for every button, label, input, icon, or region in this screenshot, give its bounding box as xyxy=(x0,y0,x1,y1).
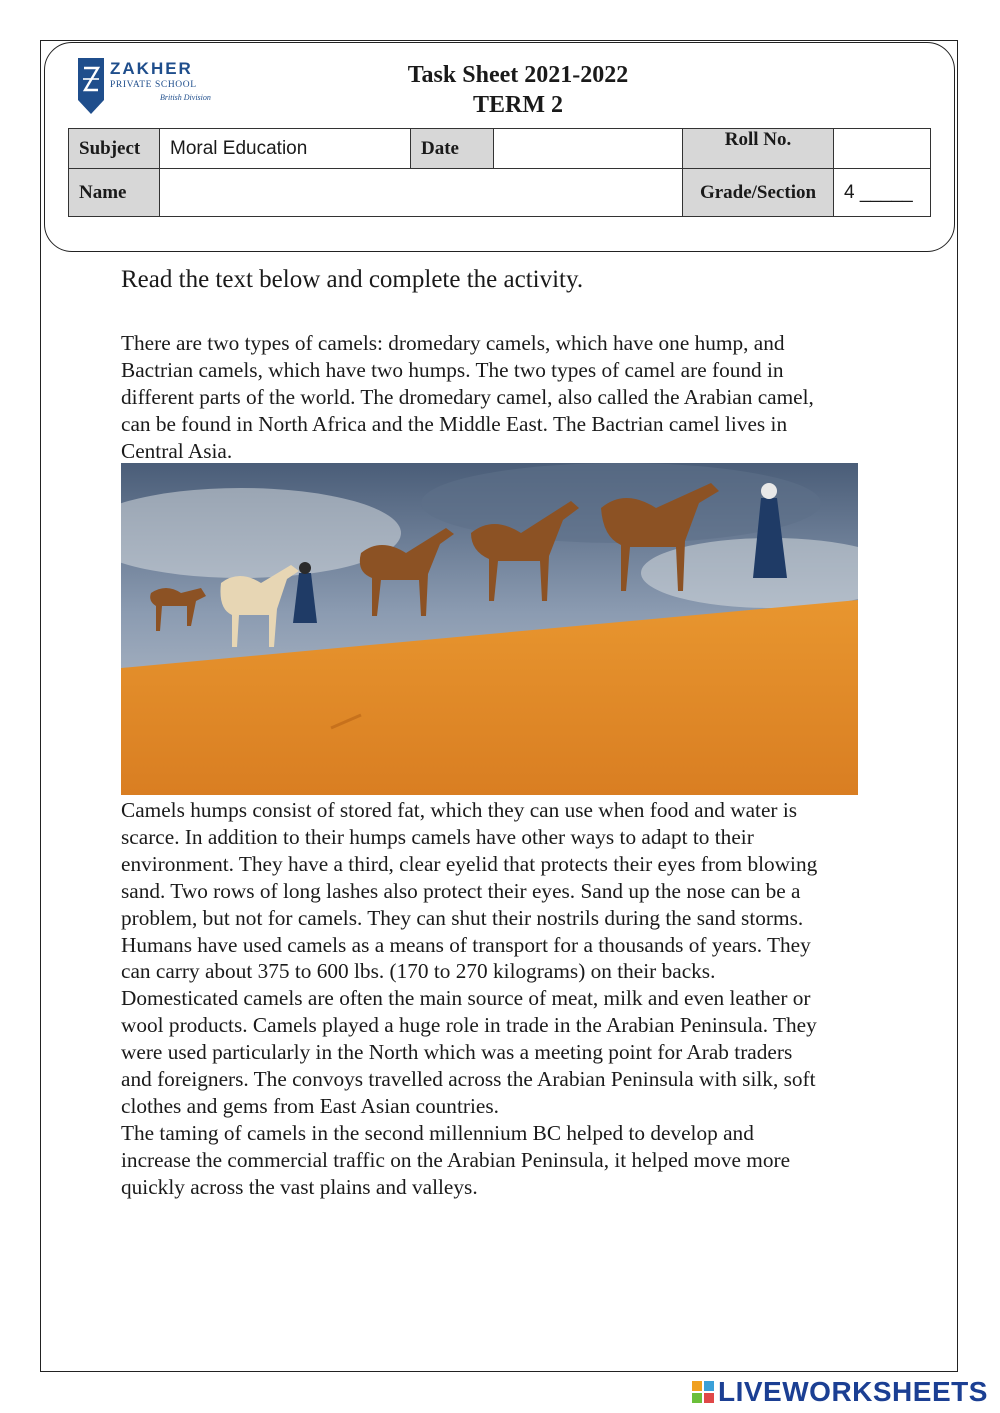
subject-label: Subject xyxy=(69,129,160,169)
sheet-title: Task Sheet 2021-2022 xyxy=(407,62,629,88)
liveworksheets-brand: LIVEWORKSHEETS xyxy=(718,1376,988,1407)
name-label: Name xyxy=(69,169,160,217)
logo-subtitle: PRIVATE SCHOOL xyxy=(110,80,197,90)
liveworksheets-footer xyxy=(692,1378,992,1408)
name-field[interactable] xyxy=(160,169,683,217)
paragraph-main: Camels humps consist of stored fat, which they can use when food and water is scarce. In addition to their humps camels have other ways to adapt to their environment. They have a third, clear eyelid that protects their eyes from blowing sand. Two rows of long lashes also protect their eyes. Sand up the nose can be a problem, but not for camels. They can shut their nostrils during the sand storms. Humans have used camels as a means of transport for a thousands of years. They can carry about 375 to 600 lbs. (170 to 270 kilograms) on their backs. Domesticated camels are often the main source of meat, milk and even leather or wool products. Camels played a huge role in trade in the Arabian Peninsula. They were used particularly in the North which was a meeting point for Arab traders and foreigners. The convoys travelled across the Arabian Peninsula with silk, soft clothes and gems from East Asian countries. The taming of camels in the second millennium BC helped to develop and increase the commercial traffic on the Arabian Peninsula, it helped move more quickly across the vast plains and valleys. xyxy=(121,798,818,1199)
instructions: Read the text below and complete the activity. xyxy=(121,266,584,293)
liveworksheets-logo-icon xyxy=(692,1381,714,1403)
subject-field[interactable]: Moral Education xyxy=(160,129,411,169)
date-field[interactable] xyxy=(494,129,683,169)
logo-division: British Division xyxy=(160,93,211,102)
camel-caravan-photo xyxy=(121,463,858,795)
grade-field[interactable]: 4 _____ xyxy=(834,169,931,217)
paragraph-intro: There are two types of camels: dromedary camels, which have one hump, and Bactrian camels, which have two humps. The two types of camel are found in different parts of the world. The dromedary camel, also called the Arabian camel, can be found in North Africa and the Middle East. The Bactrian camel lives in Central Asia. xyxy=(121,331,814,463)
grade-label: Grade/Section xyxy=(683,169,834,217)
shield-icon xyxy=(76,56,106,118)
logo-name: ZAKHER xyxy=(110,59,193,78)
school-logo xyxy=(76,56,216,118)
roll-label: Roll No. xyxy=(683,129,834,169)
info-table xyxy=(68,128,931,217)
date-label: Date xyxy=(411,129,494,169)
term-title: TERM 2 xyxy=(473,92,563,118)
roll-field[interactable] xyxy=(834,129,931,169)
